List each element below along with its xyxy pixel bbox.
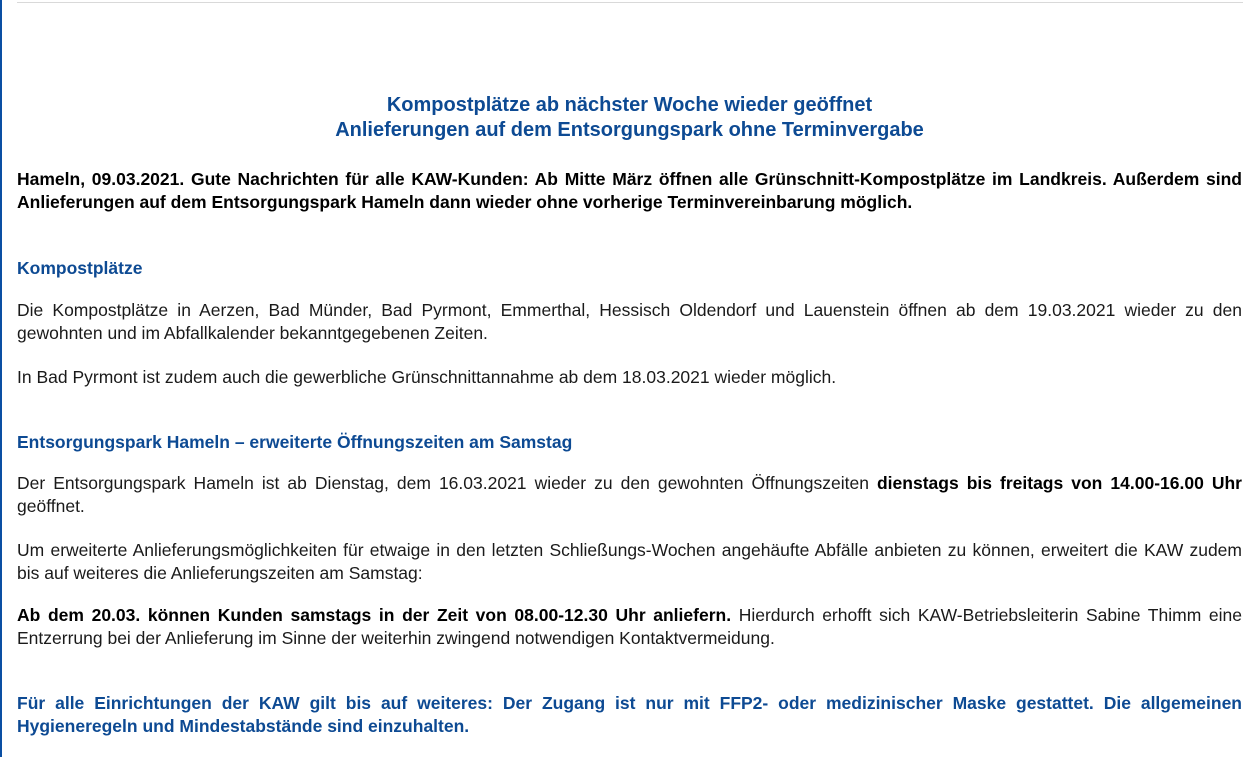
headline-line-2: Anlieferungen auf dem Entsorgungspark ohne Terminvergabe [335,119,924,141]
left-border [0,0,2,757]
paragraph-kompost-1: Die Kompostplätze in Aerzen, Bad Münder, Bad Pyrmont, Emmerthal, Hessisch Oldendorf und Lauenstein öffnen ab dem 19.03.2021 wieder zu den gewohnten und im Abfallkalender bekanntgegebenen Zeiten. [17,300,1242,343]
top-divider [17,0,1243,3]
heading-kompostplaetze: Kompostplätze [17,258,143,278]
lead-paragraph: Hameln, 09.03.2021. Gute Nachrichten für alle KAW-Kunden: Ab Mitte März öffnen alle Grünschnitt-Kompostplätze im Landkreis. Außerdem sind Anlieferungen auf dem Entsorgungspark Hameln dann wieder ohne vorherige Terminvereinbarung möglich. [17,169,1242,212]
bold-saturday-hours: Ab dem 20.03. können Kunden samstags in der Zeit von 08.00-12.30 Uhr anliefern. [17,605,732,625]
headline-line-1: Kompostplätze ab nächster Woche wieder geöffnet [386,94,873,116]
paragraph-entsorgung-3 [17,604,1242,650]
text-segment: Hierdurch erhofft sich KAW-Betriebsleiterin Sabine Thimm eine Entzerrung bei der Anlieferung im Sinne der weiterhin zwingend notwendigen Kontaktvermeidung. [17,605,1242,648]
text-segment: geöffnet. [17,496,85,516]
paragraph-entsorgung-2: Um erweiterte Anlieferungsmöglichkeiten für etwaige in den letzten Schließungs-Wochen angehäufte Abfälle anbieten zu können, erweitert die KAW zudem bis auf weiteres die Anlieferungszeiten am Samstag: [17,540,1242,583]
paragraph-kompost-2: In Bad Pyrmont ist zudem auch die gewerbliche Grünschnittannahme ab dem 18.03.2021 wieder möglich. [17,367,837,387]
article-headline [17,93,1242,143]
text-segment: Der Entsorgungspark Hameln ist ab Dienstag, dem 16.03.2021 wieder zu den gewohnten Öffnungszeiten [17,473,877,493]
bold-opening-hours: dienstags bis freitags von 14.00-16.00 Uhr [876,473,1242,493]
mask-notice: Für alle Einrichtungen der KAW gilt bis auf weiteres: Der Zugang ist nur mit FFP2- oder medizinischer Maske gestattet. Die allgemeinen Hygieneregeln und Mindestabstände sind einzuhalten. [17,693,1242,736]
paragraph-entsorgung-1 [17,472,1242,518]
heading-entsorgungspark: Entsorgungspark Hameln – erweiterte Öffnungszeiten am Samstag [17,432,573,452]
